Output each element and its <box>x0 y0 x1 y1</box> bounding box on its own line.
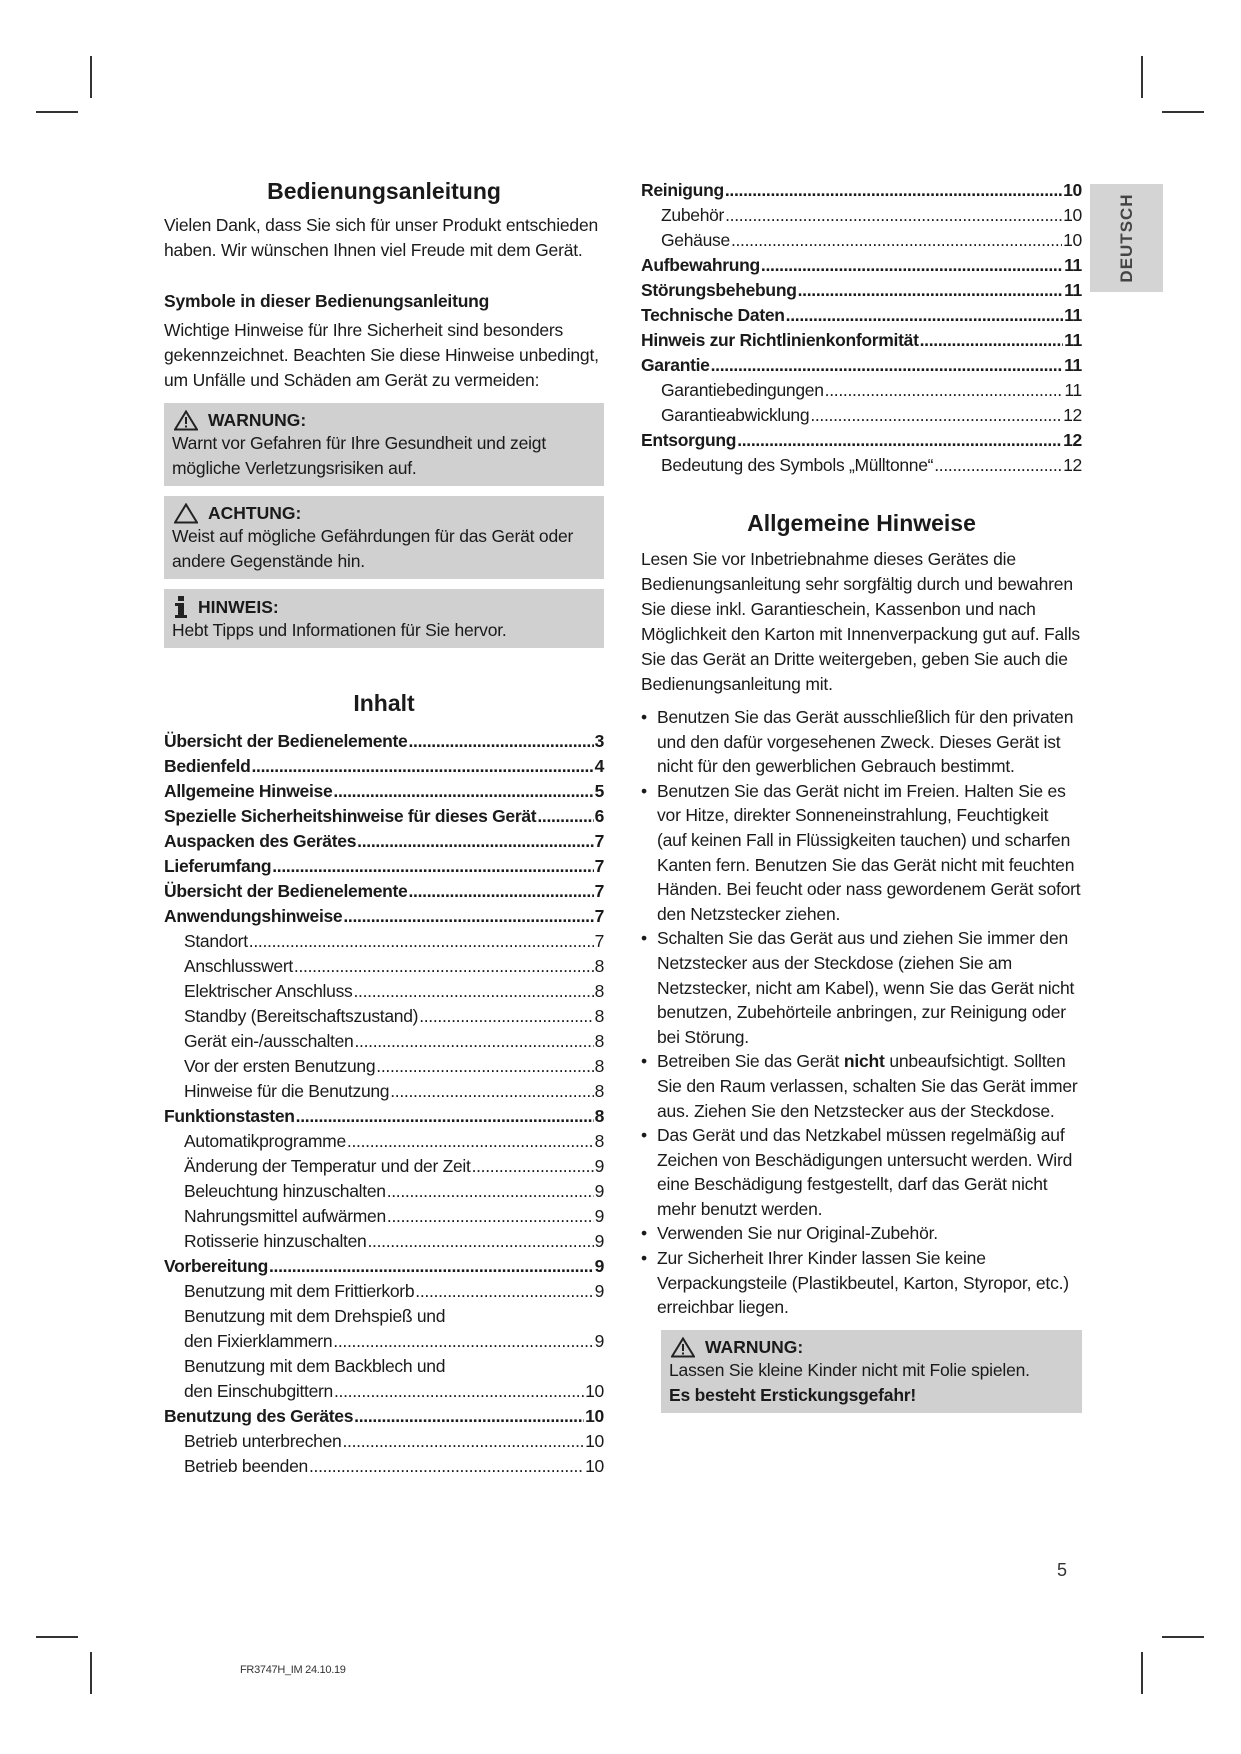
list-item <box>641 926 1082 1049</box>
toc-entry-page: 8 <box>594 1056 604 1076</box>
toc-leader-dots <box>761 253 1063 278</box>
toc-entry-page: 9 <box>594 1181 604 1201</box>
toc-leader-dots <box>333 1329 593 1354</box>
toc-entry-page: 12 <box>1063 405 1082 425</box>
toc-entry <box>641 253 1082 278</box>
toc-entry-label: Gerät ein-/ausschalten <box>184 1031 354 1051</box>
toc-leader-dots <box>711 353 1063 378</box>
toc-entry-page: 6 <box>594 806 604 826</box>
toc-entry-label: Garantie <box>641 355 710 375</box>
list-item <box>641 1123 1082 1221</box>
toc-entry-label: Benutzung des Gerätes <box>164 1406 354 1426</box>
toc-entry-label: Vorbereitung <box>164 1256 268 1276</box>
toc-entry-page: 7 <box>594 831 604 851</box>
toc-entry-page: 12 <box>1063 430 1082 450</box>
toc-entry <box>641 403 1082 428</box>
toc-leader-dots <box>347 1129 594 1154</box>
toc-entry <box>164 729 604 754</box>
toc-entry <box>641 328 1082 353</box>
toc-entry-label: Benutzung mit dem Frittierkorb <box>184 1281 415 1301</box>
toc-entry-page: 8 <box>594 1106 604 1126</box>
toc-entry-page: 5 <box>594 781 604 801</box>
toc-entry-label: Anwendungshinweise <box>164 906 343 926</box>
toc-leader-dots <box>934 453 1062 478</box>
toc-entry-label: Übersicht der Bedienelemente <box>164 881 408 901</box>
crop-mark <box>1141 1652 1143 1694</box>
toc-leader-dots <box>296 1104 594 1129</box>
symbols-text: Wichtige Hinweise für Ihre Sicherheit sind besonders gekennzeichnet. Beachten Sie diese Hinweise unbedingt, um Unfälle und Schäden am Gerät zu vermeiden: <box>164 320 599 390</box>
toc-entry <box>164 1429 604 1454</box>
toc-entry-page: 11 <box>1064 255 1082 275</box>
toc-leader-dots <box>786 303 1063 328</box>
toc-left-multi <box>164 1304 604 1404</box>
toc-entry-label: Gehäuse <box>661 230 730 250</box>
toc-entry-page: 7 <box>594 931 604 951</box>
toc-leader-dots <box>798 278 1063 303</box>
toc-leader-dots <box>810 403 1062 428</box>
bullet-text-bold: nicht <box>843 1051 885 1072</box>
toc-entry <box>164 1254 604 1279</box>
crop-mark <box>90 56 92 98</box>
crop-mark <box>1162 111 1204 113</box>
toc-entry <box>641 228 1082 253</box>
page-number: 5 <box>1057 1560 1068 1580</box>
toc-leader-dots <box>731 228 1062 253</box>
toc-entry-label: Reinigung <box>641 180 724 200</box>
toc-entry <box>641 378 1082 403</box>
warnung-box <box>164 403 604 486</box>
toc-entry-label: Bedienfeld <box>164 756 251 776</box>
toc-entry <box>164 1154 604 1179</box>
page-title: Bedienungsanleitung <box>267 178 501 204</box>
general-warning-box <box>661 1330 1082 1413</box>
general-title: Allgemeine Hinweise <box>747 510 976 536</box>
toc-entry-page: 8 <box>594 1131 604 1151</box>
bullet-text: Benutzen Sie das Gerät nicht im Freien. Halten Sie es vor Hitze, direkter Sonneneinstrahlung, Feuchtigkeit (auf keinen Fall in Flüssigkeiten tauchen) und scharfen Kanten fern. Benutzen Sie das Gerät nicht mit feuchten Händen. Bei feucht oder nass gewordenem Gerät sofort den Netzstecker ziehen. <box>657 780 1081 924</box>
toc-entry <box>164 1029 604 1054</box>
toc-entry-label: Zubehör <box>661 205 725 225</box>
hinweis-title-row <box>172 596 596 618</box>
bullet-text: Schalten Sie das Gerät aus und ziehen Sie immer den Netzstecker aus der Steckdose (ziehen Sie am Netzstecker, nicht am Kabel), wenn Sie das Gerät nicht benutzen, Zubehörteile anbringen, zur Reinigung oder bei Störung. <box>657 928 1075 1047</box>
toc-entry-label: Vor der ersten Benutzung <box>184 1056 376 1076</box>
toc-entry <box>164 854 604 879</box>
toc-leader-dots <box>342 1429 584 1454</box>
toc-entry-page: 10 <box>585 1381 604 1401</box>
general-bullets <box>641 705 1082 1320</box>
list-item <box>641 1246 1082 1320</box>
toc-entry-label: Entsorgung <box>641 430 737 450</box>
toc-entry <box>641 353 1082 378</box>
general-warning-text: Lassen Sie kleine Kinder nicht mit Folie spielen. <box>669 1359 1030 1380</box>
toc-leader-dots <box>249 929 594 954</box>
toc-entry-page: 10 <box>585 1406 604 1426</box>
toc-leader-dots <box>251 754 593 779</box>
toc-leader-dots <box>387 1179 594 1204</box>
toc-entry-label: Elektrischer Anschluss <box>184 981 353 1001</box>
bullet-text: Benutzen Sie das Gerät ausschließlich für den privaten und den dafür vorgesehenen Zweck. Dieses Gerät ist nicht für den gewerblichen Gebrauch bestimmt. <box>657 707 1074 777</box>
warning-triangle-icon <box>174 410 198 431</box>
bullet-text: Verwenden Sie nur Original-Zubehör. <box>657 1223 938 1244</box>
toc-entry-label: Übersicht der Bedienelemente <box>164 731 408 751</box>
toc-entry-label: den Einschubgittern <box>184 1381 333 1401</box>
toc-entry-multiline <box>164 1354 604 1404</box>
toc-entry-label: Störungsbehebung <box>641 280 797 300</box>
toc-entry-page: 10 <box>585 1431 604 1451</box>
toc-entry-page: 11 <box>1064 280 1082 300</box>
bullet-text-post: unbeaufsichtigt. Sollten Sie den Raum verlassen, schalten Sie das Gerät immer aus. Ziehen Sie den Netzstecker aus der Steckdose. <box>657 1051 1078 1121</box>
toc-entry-label: den Fixierklammern <box>184 1331 333 1351</box>
toc-entry-label: Funktionstasten <box>164 1106 295 1126</box>
toc-entry-page: 8 <box>594 1006 604 1026</box>
toc-leader-dots <box>409 729 594 754</box>
toc-entry-page: 9 <box>594 1206 604 1226</box>
toc-entry <box>164 804 604 829</box>
toc-entry-label: Beleuchtung hinzuschalten <box>184 1181 386 1201</box>
toc-entry-page: 7 <box>594 881 604 901</box>
crop-mark <box>36 111 78 113</box>
toc-entry <box>184 1379 604 1404</box>
toc-leader-dots <box>419 1004 593 1029</box>
symbols-heading: Symbole in dieser Bedienungsanleitung <box>164 291 490 311</box>
footer-code: FR3747H_IM 24.10.19 <box>240 1664 346 1676</box>
achtung-box <box>164 496 604 579</box>
toc-entry-page: 8 <box>594 981 604 1001</box>
toc-leader-dots <box>737 428 1062 453</box>
toc-entry-page: 7 <box>594 856 604 876</box>
intro-text: Vielen Dank, dass Sie sich für unser Produkt entschieden haben. Wir wünschen Ihnen viel Freude mit dem Gerät. <box>164 215 599 260</box>
toc-entry-label: Änderung der Temperatur und der Zeit <box>184 1156 471 1176</box>
toc-entry-page: 10 <box>585 1456 604 1476</box>
toc-entry <box>641 453 1082 478</box>
toc-entry <box>164 829 604 854</box>
crop-mark <box>1141 56 1143 98</box>
toc-leader-dots <box>415 1279 593 1304</box>
toc-entry <box>164 1004 604 1029</box>
crop-mark <box>1162 1636 1204 1638</box>
warnung-text: Warnt vor Gefahren für Ihre Gesundheit und zeigt mögliche Verletzungsrisiken auf. <box>172 433 546 478</box>
toc-entry <box>164 879 604 904</box>
toc-leader-dots <box>472 1154 594 1179</box>
toc-entry-label-line1: Benutzung mit dem Backblech und <box>184 1356 446 1376</box>
toc-leader-dots <box>725 178 1062 203</box>
toc-leader-dots <box>409 879 594 904</box>
toc-leader-dots <box>272 854 593 879</box>
general-warning-bold: Es besteht Erstickungsgefahr! <box>669 1384 917 1405</box>
toc-entry-label: Betrieb unterbrechen <box>184 1431 342 1451</box>
achtung-title-row <box>172 503 596 524</box>
toc-entry-label: Standort <box>184 931 248 951</box>
toc-entry <box>184 1329 604 1354</box>
list-item <box>641 705 1082 779</box>
bullet-text: Zur Sicherheit Ihrer Kinder lassen Sie keine Verpackungsteile (Plastikbeutel, Karton, Styropor, etc.) erreichbar liegen. <box>657 1248 1069 1318</box>
toc-leader-dots <box>354 1029 593 1054</box>
toc-leader-dots <box>343 904 593 929</box>
toc-leader-dots <box>376 1054 593 1079</box>
toc-entry <box>164 954 604 979</box>
toc-entry-page: 3 <box>594 731 604 751</box>
toc-entry-page: 11 <box>1064 305 1082 325</box>
toc-entry-page: 10 <box>1063 205 1082 225</box>
language-tab <box>1090 184 1163 292</box>
toc-leader-dots <box>334 1379 584 1404</box>
toc-leader-dots <box>537 804 593 829</box>
toc-entry-page: 11 <box>1064 355 1082 375</box>
toc-entry-label: Hinweis zur Richtlinienkonformität <box>641 330 919 350</box>
toc-entry <box>164 1079 604 1104</box>
toc-entry-label: Garantieabwicklung <box>661 405 810 425</box>
caution-triangle-icon <box>174 503 198 524</box>
toc-entry <box>164 1179 604 1204</box>
left-column <box>164 178 604 1479</box>
toc-title: Inhalt <box>353 690 415 716</box>
right-column <box>641 178 1082 1413</box>
list-item <box>641 1049 1082 1123</box>
toc-right <box>641 178 1082 478</box>
toc-entry <box>641 428 1082 453</box>
toc-entry-label: Betrieb beenden <box>184 1456 308 1476</box>
toc-entry-label: Technische Daten <box>641 305 785 325</box>
toc-left-tail <box>164 1404 604 1479</box>
toc-leader-dots <box>354 1404 584 1429</box>
toc-entry <box>164 1404 604 1429</box>
toc-entry-label: Nahrungsmittel aufwärmen <box>184 1206 386 1226</box>
toc-leader-dots <box>825 378 1064 403</box>
toc-entry-label: Garantiebedingungen <box>661 380 824 400</box>
toc-entry-page: 9 <box>594 1256 604 1276</box>
toc-entry <box>641 203 1082 228</box>
toc-entry <box>164 1104 604 1129</box>
toc-entry-page: 10 <box>1063 230 1082 250</box>
toc-entry <box>164 1454 604 1479</box>
hinweis-title: HINWEIS: <box>198 596 279 617</box>
toc-entry-label: Hinweise für die Benutzung <box>184 1081 390 1101</box>
toc-left <box>164 729 604 1304</box>
toc-entry <box>164 1229 604 1254</box>
toc-leader-dots <box>367 1229 593 1254</box>
crop-mark <box>90 1652 92 1694</box>
toc-entry-label: Rotisserie hinzuschalten <box>184 1231 367 1251</box>
toc-entry-page: 12 <box>1063 455 1082 475</box>
hinweis-box <box>164 589 604 648</box>
achtung-title: ACHTUNG: <box>208 503 302 523</box>
toc-entry-multiline <box>164 1304 604 1354</box>
toc-leader-dots <box>920 328 1063 353</box>
warnung-title-row <box>172 410 596 431</box>
toc-entry-label: Lieferumfang <box>164 856 272 876</box>
toc-entry-page: 11 <box>1064 380 1082 400</box>
achtung-text: Weist auf mögliche Gefährdungen für das Gerät oder andere Gegenstände hin. <box>172 526 574 571</box>
list-item <box>641 1221 1082 1246</box>
toc-entry-page: 9 <box>594 1231 604 1251</box>
toc-entry-page: 8 <box>594 1031 604 1051</box>
info-icon <box>174 596 188 618</box>
warnung-title: WARNUNG: <box>208 410 307 430</box>
toc-leader-dots <box>353 979 593 1004</box>
bullet-text-pre: Betreiben Sie das Gerät <box>657 1051 844 1072</box>
crop-mark <box>36 1636 78 1638</box>
toc-entry-label: Allgemeine Hinweise <box>164 781 333 801</box>
toc-entry <box>164 904 604 929</box>
toc-entry <box>164 779 604 804</box>
toc-entry-page: 8 <box>594 1081 604 1101</box>
toc-entry-label: Spezielle Sicherheitshinweise für dieses Gerät <box>164 806 537 826</box>
warning-triangle-icon <box>671 1337 695 1358</box>
list-item <box>641 779 1082 927</box>
toc-entry-label-line1: Benutzung mit dem Drehspieß und <box>184 1306 446 1326</box>
toc-entry-page: 9 <box>594 1281 604 1301</box>
toc-entry-page: 4 <box>594 756 604 776</box>
toc-entry <box>164 1204 604 1229</box>
toc-entry-label: Auspacken des Gerätes <box>164 831 357 851</box>
toc-leader-dots <box>269 1254 594 1279</box>
toc-leader-dots <box>725 203 1062 228</box>
toc-entry-label: Standby (Bereitschaftszustand) <box>184 1006 419 1026</box>
toc-entry <box>164 754 604 779</box>
toc-entry-page: 9 <box>594 1156 604 1176</box>
toc-entry-label: Automatikprogramme <box>184 1131 346 1151</box>
toc-entry <box>641 278 1082 303</box>
toc-entry-label: Aufbewahrung <box>641 255 760 275</box>
toc-entry <box>641 303 1082 328</box>
hinweis-text: Hebt Tipps und Informationen für Sie hervor. <box>172 620 507 640</box>
toc-leader-dots <box>309 1454 584 1479</box>
toc-entry <box>164 1129 604 1154</box>
general-warning-title-row <box>669 1337 1074 1358</box>
general-warning-title: WARNUNG: <box>705 1336 804 1357</box>
language-tab-label: DEUTSCH <box>1116 193 1136 283</box>
toc-entry <box>164 929 604 954</box>
toc-entry <box>164 979 604 1004</box>
toc-entry-page: 8 <box>594 956 604 976</box>
toc-entry <box>164 1054 604 1079</box>
toc-entry <box>641 178 1082 203</box>
toc-entry-page: 9 <box>594 1331 604 1351</box>
toc-entry-page: 7 <box>594 906 604 926</box>
toc-entry-page: 11 <box>1064 330 1082 350</box>
toc-leader-dots <box>357 829 593 854</box>
toc-leader-dots <box>390 1079 593 1104</box>
toc-leader-dots <box>387 1204 594 1229</box>
toc-entry-label: Bedeutung des Symbols „Mülltonne“ <box>661 455 934 475</box>
toc-leader-dots <box>294 954 594 979</box>
toc-leader-dots <box>333 779 593 804</box>
toc-entry-page: 10 <box>1063 180 1082 200</box>
toc-entry-label: Anschlusswert <box>184 956 293 976</box>
general-intro: Lesen Sie vor Inbetriebnahme dieses Gerätes die Bedienungsanleitung sehr sorgfältig durch und bewahren Sie diese inkl. Garantieschein, Kassenbon und nach Möglichkeit den Karton mit Innenverpackung gut auf. Falls Sie das Gerät an Dritte weitergeben, geben Sie auch die Bedienungsanleitung mit. <box>641 549 1080 694</box>
bullet-text: Das Gerät und das Netzkabel müssen regelmäßig auf Zeichen von Beschädigungen untersucht werden. Wird eine Beschädigung festgestellt, darf das Gerät nicht mehr benutzt werden. <box>657 1125 1073 1219</box>
toc-entry <box>164 1279 604 1304</box>
